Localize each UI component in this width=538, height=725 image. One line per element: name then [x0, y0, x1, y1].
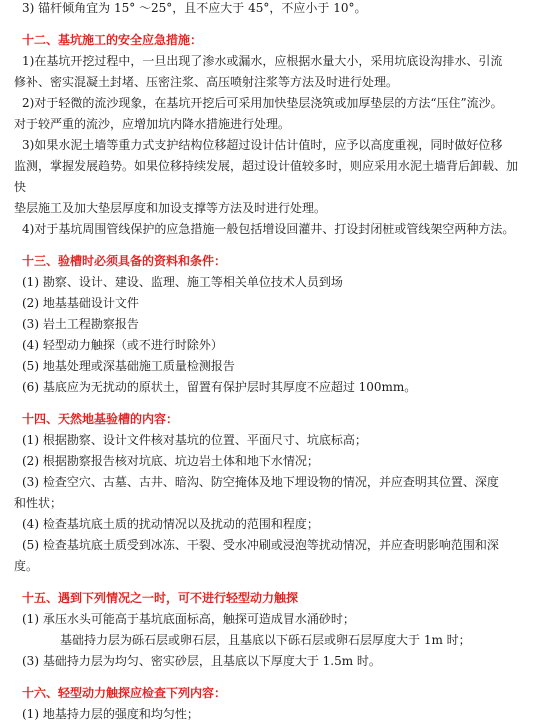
s12-line-6: 监测，掌握发展趋势。如果位移持续发展，超过设计值较多时，则应采用水泥土墙背后卸载、加快	[14, 159, 519, 194]
section-16-heading: 十六、轻型动力触探应检查下列内容：	[22, 686, 227, 700]
s16-item-1: (1) 地基持力层的强度和均匀性；	[22, 707, 199, 721]
s14-item-4: (4) 检查基坑底土质的扰动情况以及扰动的范围和程度；	[22, 517, 319, 531]
section-15-heading: 十五、遇到下列情况之一时，可不进行轻型动力触探	[22, 591, 299, 605]
section-12-heading: 十二、基坑施工的安全应急措施：	[22, 33, 203, 47]
s14-item-2: (2) 根据勘察报告核对坑底、坑边岩土体和地下水情况；	[22, 454, 319, 468]
s13-item-5: (5) 地基处理或深基础施工质量检测报告	[22, 359, 235, 373]
s12-line-1: 1)在基坑开挖过程中，一旦出现了渗水或漏水，应根据水量大小，采用坑底设沟排水、引流	[22, 54, 503, 68]
s13-item-6: (6) 基底应为无扰动的原状土，留置有保护层时其厚度不应超过 100mm。	[22, 380, 417, 394]
s14-item-1: (1) 根据勘察、设计文件核对基坑的位置、平面尺寸、坑底标高；	[22, 433, 367, 447]
s13-item-3: (3) 岩土工程勘察报告	[22, 317, 139, 331]
s13-item-4: (4) 轻型动力触探（或不进行时除外）	[22, 338, 223, 352]
s13-item-1: (1) 勘察、设计、建设、监理、施工等相关单位技术人员到场	[22, 275, 343, 289]
s14-item-3-cont: 和性状；	[14, 496, 63, 510]
s14-item-5-cont: 度。	[14, 559, 39, 573]
anchor-angle-line: 3) 锚杆倾角宜为 15° ～25°，且不应大于 45°，不应小于 10°。	[22, 1, 367, 15]
s12-line-4: 对于较严重的流沙，应增加坑内降水措施进行处理。	[14, 117, 291, 131]
s12-line-5: 3)如果水泥土墙等重力式支护结构位移超过设计估计值时，应予以高度重视，同时做好位移	[22, 138, 503, 152]
s15-item-1: (1) 承压水头可能高于基坑底面标高，触探可造成冒水涌砂时；	[22, 612, 355, 626]
s12-line-3: 2)对于轻微的流沙现象，在基坑开挖后可采用加快垫层浇筑或加厚垫层的方法“压住”流沙。	[22, 96, 503, 110]
s13-item-2: (2) 地基基础设计文件	[22, 296, 139, 310]
s12-line-7: 垫层施工及加大垫层厚度和加设支撑等方法及时进行处理。	[14, 201, 327, 215]
s15-item-3: (3) 基础持力层为均匀、密实砂层，且基底以下厚度大于 1.5m 时。	[22, 654, 381, 668]
s12-line-8: 4)对于基坑周围管线保护的应急措施一般包括增设回灌井、打设封闭桩或管线架空两种方法。	[22, 222, 515, 236]
s14-item-3: (3) 检查空穴、古墓、古井、暗沟、防空掩体及地下埋设物的情况，并应查明其位置、深度	[22, 475, 499, 489]
s12-line-2: 修补、密实混凝土封堵、压密注浆、高压喷射注浆等方法及时进行处理。	[14, 75, 399, 89]
section-14-heading: 十四、天然地基验槽的内容：	[22, 412, 179, 426]
s15-item-2: 基础持力层为砾石层或卵石层，且基底以下砾石层或卵石层厚度大于 1m 时；	[60, 633, 471, 647]
s14-item-5: (5) 检查基坑底土质受到冰冻、干裂、受水冲刷或浸泡等扰动情况，并应查明影响范围和深	[22, 538, 499, 552]
section-13-heading: 十三、验槽时必须具备的资料和条件：	[22, 254, 227, 268]
